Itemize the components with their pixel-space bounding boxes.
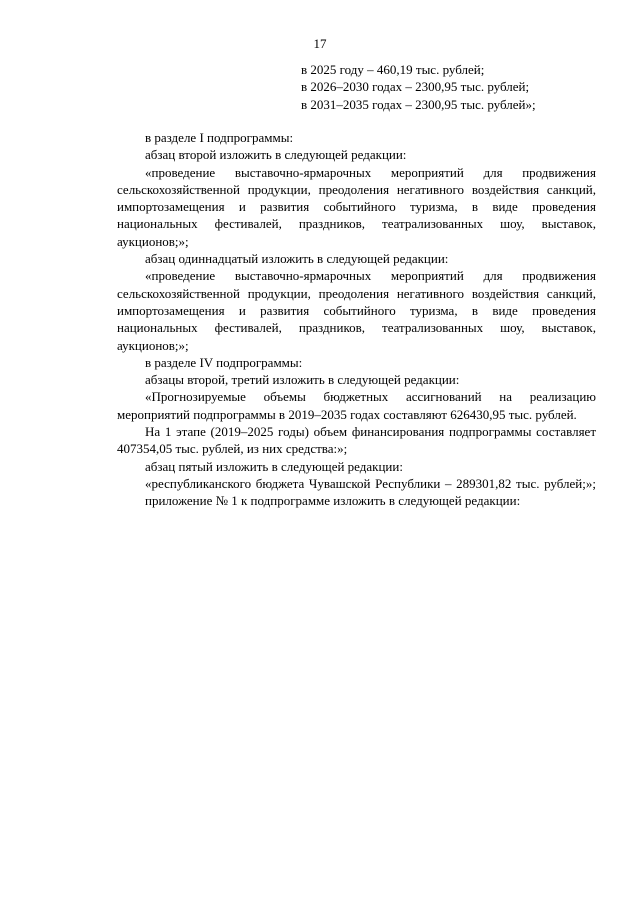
paragraph-section-1-heading: в разделе I подпрограммы: — [145, 130, 294, 145]
page-number: 17 — [313, 36, 327, 51]
paragraph-quote-exhibitions-1: «проведение выставочно-ярмарочных мероприятий для продвижения сельскохозяйственной продукции, преодоления негативного воздействия санкций, импортозамещения и развития событийного туризма, в виде проведения национальных фестивалей, праздников, театрализованных шоу, выставок, аукционов;»; — [117, 164, 596, 249]
funding-line-2031-2035: в 2031–2035 годах – 2300,95 тыс. рублей»; — [301, 96, 536, 112]
paragraph-instruction-2nd: абзац второй изложить в следующей редакции: — [145, 147, 407, 163]
funding-lines — [301, 61, 536, 113]
paragraph-quote-forecast: «Прогнозируемые объемы бюджетных ассигнований на реализацию мероприятий подпрограммы в 2019–2035 годах составляют 626430,95 тыс. рублей. — [117, 389, 596, 422]
paragraph-instruction-5th: абзац пятый изложить в следующей редакции: — [145, 458, 403, 474]
paragraph-quote-republic-budget: «республиканского бюджета Чувашской Республики – 289301,82 тыс. рублей;»; — [145, 475, 596, 491]
paragraph-quote-exhibitions-2: «проведение выставочно-ярмарочных мероприятий для продвижения сельскохозяйственной продукции, преодоления негативного воздействия санкций, импортозамещения и развития событийного туризма, в виде проведения национальных фестивалей, праздников, театрализованных шоу, выставок, аукционов;»; — [117, 268, 596, 353]
paragraph-appendix-1: приложение № 1 к подпрограмме изложить в следующей редакции: — [145, 493, 521, 509]
paragraph-section-4-heading: в разделе IV подпрограммы: — [145, 354, 303, 370]
document-body — [117, 129, 596, 510]
paragraph-instruction-11th: абзац одиннадцатый изложить в следующей редакции: — [145, 251, 449, 267]
funding-line-2026-2030: в 2026–2030 годах – 2300,95 тыс. рублей; — [301, 79, 530, 95]
paragraph-instruction-2nd-3rd: абзацы второй, третий изложить в следующей редакции: — [145, 372, 460, 388]
funding-line-2025: в 2025 году – 460,19 тыс. рублей; — [301, 62, 485, 77]
paragraph-quote-stage-1: На 1 этапе (2019–2025 годы) объем финансирования подпрограммы составляет 407354,05 тыс. рублей, из них средства:»; — [117, 424, 596, 457]
